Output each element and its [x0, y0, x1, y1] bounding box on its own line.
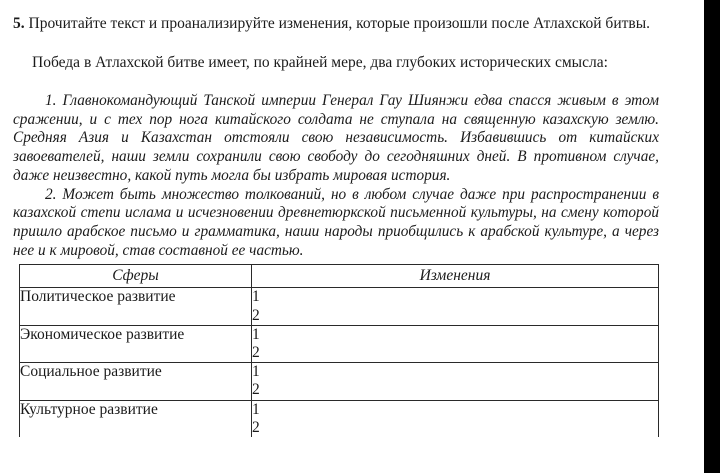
spheres-changes-table — [19, 264, 659, 437]
change-line-1: 1 — [252, 400, 260, 418]
change-line-2: 2 — [252, 343, 260, 361]
table-row — [20, 400, 659, 437]
intro-sentence: Победа в Атлахской битве имеет, по крайней мере, два глубоких исторических смысла: — [32, 54, 608, 71]
task-statement — [13, 14, 659, 33]
table-row — [20, 325, 659, 362]
header-changes: Изменения — [252, 265, 659, 288]
changes-social — [252, 363, 659, 400]
page-content — [13, 14, 659, 437]
table-row — [20, 363, 659, 400]
change-line-1: 1 — [252, 363, 260, 381]
sphere-economic: Экономическое развитие — [20, 325, 252, 362]
sphere-cultural: Культурное развитие — [20, 400, 252, 437]
changes-economic — [252, 325, 659, 362]
change-line-2: 2 — [252, 306, 260, 324]
sphere-political: Политическое развитие — [20, 288, 252, 325]
table-header-row — [20, 265, 659, 288]
paragraph-2: 2. Может быть множество толкований, но в любом случае даже при распространении в казахской степи ислама и исчезновении древнетюркской письменной культуры, на смену которой пришло арабское письмо и грамматика, наши народы приобщились к арабской культуре, а через нее и к мировой, став составной ее частью. — [13, 185, 659, 259]
task-number: 5. — [13, 15, 25, 32]
task-text: Прочитайте текст и проанализируйте изменения, которые произошли после Атлахской битвы. — [28, 15, 650, 32]
change-line-2: 2 — [252, 381, 260, 399]
header-spheres: Сферы — [20, 265, 252, 288]
table-row — [20, 288, 659, 325]
changes-political — [252, 288, 659, 325]
change-line-1: 1 — [252, 325, 260, 343]
paragraph-1: 1. Главнокомандующий Танской империи Генерал Гау Шиянжи едва спасся живым в этом сражении, и с тех пор нога китайского солдата не ступала на священную казахскую землю. Средняя Азия и Казахстан отстояли свою независимость. Избавившись от китайских завоевателей, наши земли сохранили свою свободу до сегодняшних дней. В противном случае, даже неизвестно, какой путь могла бы избрать мировая история. — [13, 92, 659, 184]
sphere-social: Социальное развитие — [20, 363, 252, 400]
changes-cultural — [252, 400, 659, 437]
change-line-2: 2 — [252, 418, 260, 436]
scan-edge-bar — [704, 0, 720, 473]
change-line-1: 1 — [252, 288, 260, 306]
